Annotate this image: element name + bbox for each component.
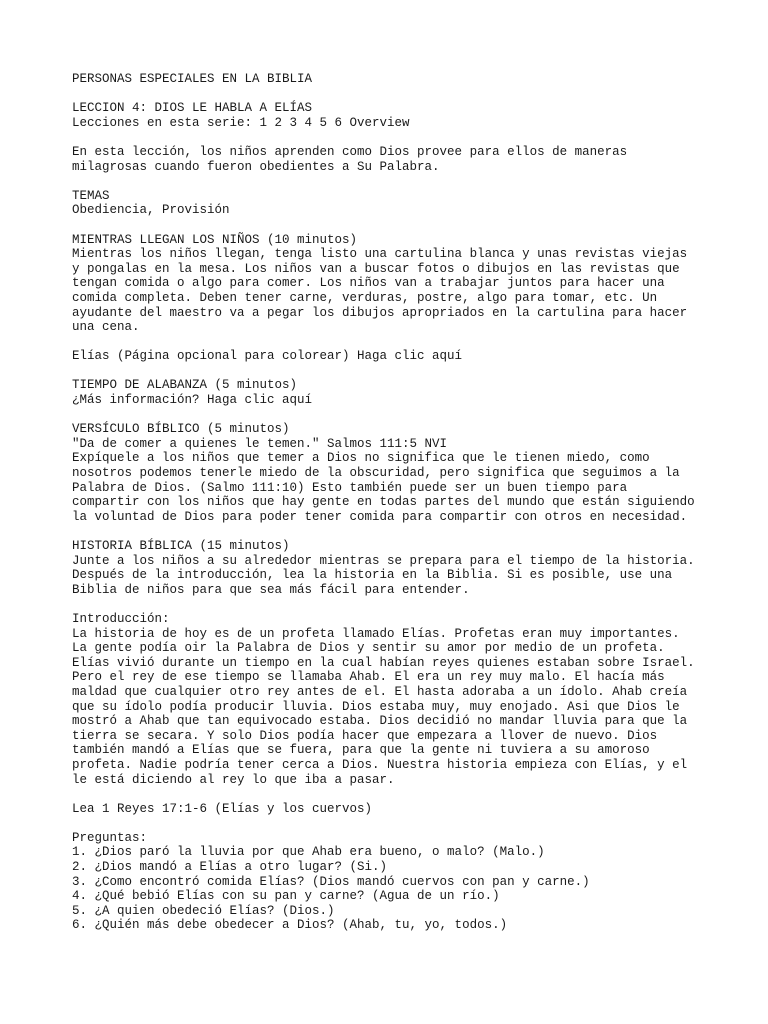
arrival-section bbox=[72, 233, 712, 335]
story-line: Biblia de niños para que sea más fácil para entender. bbox=[72, 582, 470, 597]
introduction-line: La gente podía oir la Palabra de Dios y sentir su amor por medio de un profeta. bbox=[72, 641, 665, 656]
temas-heading: TEMAS bbox=[72, 188, 110, 203]
temas-section bbox=[72, 189, 712, 218]
introduction-line: maldad que cualquier otro rey antes de el. El hasta adoraba a un ídolo. Ahab creía bbox=[72, 684, 688, 699]
introduction-line: Pero el rey de ese tiempo se llamaba Ahab. El era un rey muy malo. El hacía más bbox=[72, 670, 665, 685]
introduction-line: profeta. Nadie podría tener cerca a Dios. Nuestra historia empieza con Elías, y el bbox=[72, 757, 688, 772]
verse-section bbox=[72, 422, 712, 524]
verse-line: la voluntad de Dios para poder tener comida para compartir con otros en necesidad. bbox=[72, 509, 688, 524]
coloring-page-link: Elías (Página opcional para colorear) Haga clic aquí bbox=[72, 349, 463, 364]
intro-line: milagrosas cuando fueron obedientes a Su Palabra. bbox=[72, 159, 440, 174]
series-title-block bbox=[72, 72, 712, 87]
arrival-line: una cena. bbox=[72, 320, 140, 335]
arrival-line: tengan comida o algo para comer. Los niños van a trabajar juntos para hacer una bbox=[72, 276, 665, 291]
question-item: 4. ¿Qué bebió Elías con su pan y carne? (Agua de un río.) bbox=[72, 889, 500, 904]
story-heading: HISTORIA BÍBLICA (15 minutos) bbox=[72, 539, 290, 553]
temas-list: Obediencia, Provisión bbox=[72, 203, 230, 218]
verse-heading: VERSÍCULO BÍBLICO (5 minutos) bbox=[72, 422, 290, 437]
story-line: Junte a los niños a su alrededor mientras se prepara para el tiempo de la historia. bbox=[72, 553, 695, 568]
questions-section bbox=[72, 831, 712, 933]
verse-quote: "Da de comer a quienes le temen." Salmos 111:5 NVI bbox=[72, 436, 448, 451]
series-title: PERSONAS ESPECIALES EN LA BIBLIA bbox=[72, 72, 313, 86]
intro-paragraph bbox=[72, 145, 712, 174]
arrival-line: comida completa. Deben tener carne, verduras, postre, algo para tomar, etc. Un bbox=[72, 290, 658, 305]
verse-line: compartir con los niños que hay gente en todas partes del mundo que están siguiendo bbox=[72, 495, 695, 510]
verse-line: Expíquele a los niños que temer a Dios no significa que le tienen miedo, como bbox=[72, 451, 650, 466]
introduction-line: La historia de hoy es de un profeta llamado Elías. Profetas eran muy importantes. bbox=[72, 626, 680, 641]
arrival-line: y pongalas en la mesa. Los niños van a buscar fotos o dibujos en las revistas que bbox=[72, 261, 680, 276]
question-item: 6. ¿Quién más debe obedecer a Dios? (Ahab, tu, yo, todos.) bbox=[72, 918, 508, 933]
arrival-line: Mientras los niños llegan, tenga listo una cartulina blanca y unas revistas viejas bbox=[72, 247, 688, 262]
question-item: 3. ¿Como encontró comida Elías? (Dios mandó cuervos con pan y carne.) bbox=[72, 874, 590, 889]
introduction-line: le está diciendo al rey lo que iba a pasar. bbox=[72, 772, 395, 787]
introduction-line: tierra se secara. Y solo Dios podía hacer que empezara a llover de nuevo. Dios bbox=[72, 728, 658, 743]
introduction-line: mostró a Ahab que tan equivocado estaba. Dios decidió no mandar lluvia para que la bbox=[72, 714, 688, 729]
question-item: 1. ¿Dios paró la lluvia por que Ahab era bueno, o malo? (Malo.) bbox=[72, 845, 545, 860]
verse-line: nosotros podemos tenerle miedo de la obscuridad, pero significa que seguimos a la bbox=[72, 466, 680, 481]
introduction-heading: Introducción: bbox=[72, 611, 170, 626]
question-item: 2. ¿Dios mandó a Elías a otro lugar? (Si.) bbox=[72, 860, 388, 875]
arrival-heading: MIENTRAS LLEGAN LOS NIÑOS (10 minutos) bbox=[72, 232, 358, 247]
introduction-section bbox=[72, 612, 712, 787]
introduction-line: también mandó a Elías que se fuera, para que la gente ni tuviera a su amoroso bbox=[72, 743, 650, 758]
story-line: Después de la introducción, lea la historia en la Biblia. Si es posible, use una bbox=[72, 568, 673, 583]
coloring-section bbox=[72, 349, 712, 364]
lesson-series-links: Lecciones en esta serie: 1 2 3 4 5 6 Overview bbox=[72, 115, 410, 130]
reading-reference: Lea 1 Reyes 17:1-6 (Elías y los cuervos) bbox=[72, 801, 373, 816]
questions-heading: Preguntas: bbox=[72, 830, 148, 845]
lesson-document bbox=[72, 72, 712, 933]
intro-line: En esta lección, los niños aprenden como Dios provee para ellos de maneras bbox=[72, 144, 628, 159]
reading-section bbox=[72, 802, 712, 817]
arrival-line: ayudante del maestro va a pegar los dibujos apropriados en la cartulina para hacer bbox=[72, 305, 688, 320]
verse-line: Palabra de Dios. (Salmo 111:10) Esto también puede ser un buen tiempo para bbox=[72, 480, 628, 495]
worship-info-link: ¿Más información? Haga clic aquí bbox=[72, 393, 313, 408]
worship-heading: TIEMPO DE ALABANZA (5 minutos) bbox=[72, 378, 298, 393]
lesson-header-block bbox=[72, 101, 712, 130]
question-item: 5. ¿A quien obedeció Elías? (Dios.) bbox=[72, 903, 335, 918]
introduction-line: Elías vivió durante un tiempo en la cual habían reyes quienes estaban sobre Israel. bbox=[72, 655, 695, 670]
worship-section bbox=[72, 378, 712, 407]
story-section bbox=[72, 539, 712, 597]
lesson-title: LECCION 4: DIOS LE HABLA A ELÍAS bbox=[72, 101, 313, 116]
introduction-line: que su ídolo podía producir lluvia. Dios estaba muy, muy enojado. Asi que Dios le bbox=[72, 699, 680, 714]
